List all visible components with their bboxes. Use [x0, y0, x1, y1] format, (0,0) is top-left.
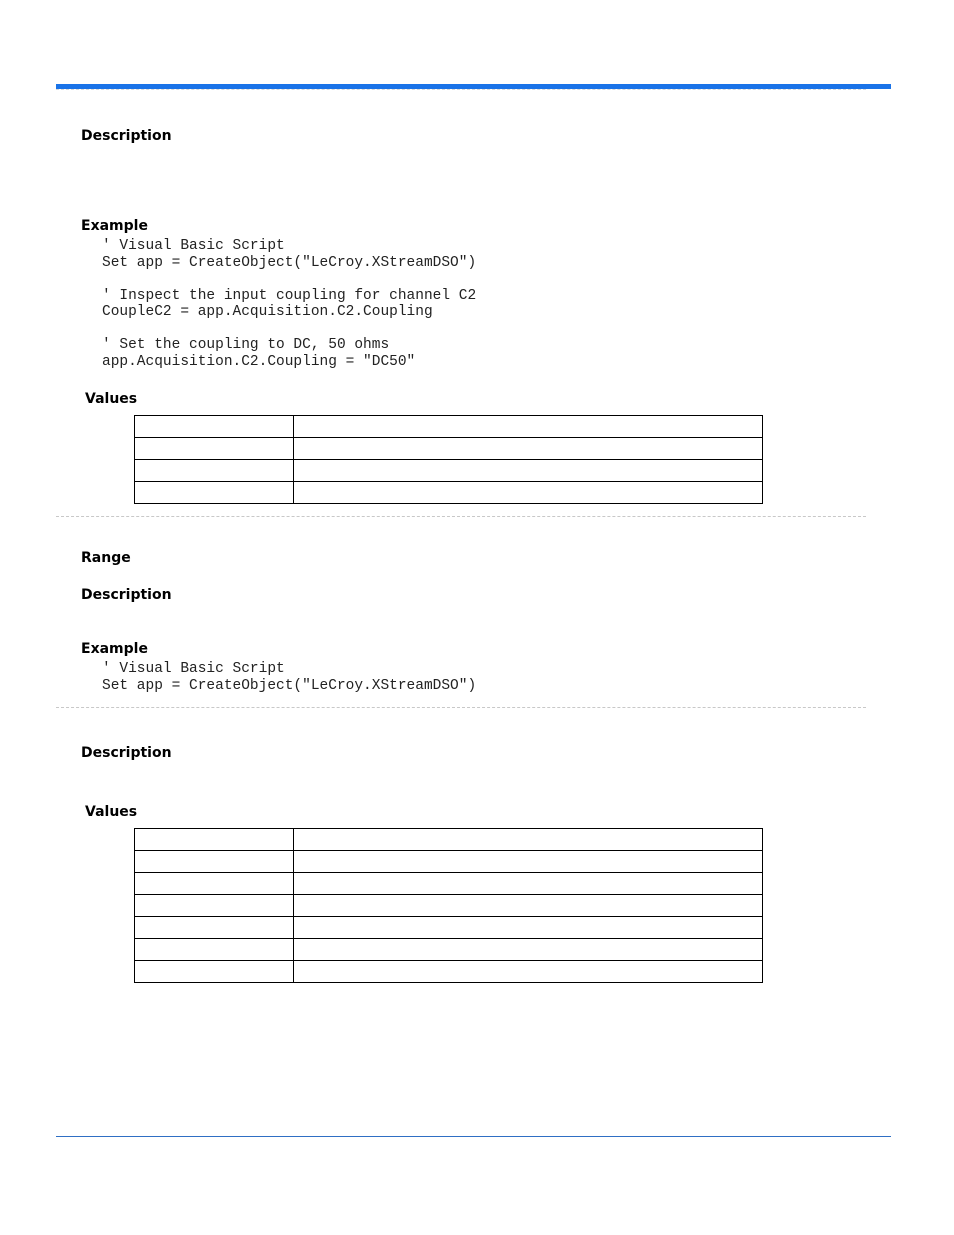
table-cell [135, 873, 294, 895]
table-cell [294, 829, 763, 851]
code-line: ' Set the coupling to DC, 50 ohms [102, 337, 390, 353]
table-cell [294, 873, 763, 895]
table-cell [294, 416, 763, 438]
description-heading: Description [81, 587, 172, 603]
code-line: ' Inspect the input coupling for channel C2 [102, 287, 477, 304]
table-row [135, 482, 763, 504]
table-cell [135, 895, 294, 917]
code-line: ' Visual Basic Script [102, 238, 285, 254]
table-row [135, 917, 763, 939]
table-cell [135, 939, 294, 961]
code-line: Set app = CreateObject("LeCroy.XStreamDSO") [102, 254, 477, 271]
table-cell [135, 482, 294, 504]
example-heading: Example [81, 641, 148, 657]
table-row [135, 851, 763, 873]
range-heading: Range [81, 550, 131, 566]
code-line [102, 321, 476, 338]
code-line: Set app = CreateObject("LeCroy.XStreamDSO") [102, 677, 477, 694]
table-row [135, 939, 763, 961]
table-cell [135, 829, 294, 851]
description-heading: Description [81, 128, 172, 144]
table-cell [294, 895, 763, 917]
values-heading: Values [85, 391, 138, 407]
table-cell [294, 438, 763, 460]
table-cell [135, 438, 294, 460]
values-table [134, 415, 763, 504]
table-cell [294, 961, 763, 983]
table-cell [135, 416, 294, 438]
table-cell [294, 917, 763, 939]
table-row [135, 416, 763, 438]
code-line: CoupleC2 = app.Acquisition.C2.Coupling [102, 304, 433, 320]
table-row [135, 873, 763, 895]
code-block [102, 661, 476, 694]
code-line [102, 271, 476, 288]
description-heading: Description [81, 745, 172, 761]
table-cell [135, 851, 294, 873]
table-row [135, 895, 763, 917]
code-line: ' Visual Basic Script [102, 661, 285, 677]
code-block [102, 238, 476, 370]
table-row [135, 961, 763, 983]
section-separator [56, 707, 866, 708]
section-separator [56, 516, 866, 517]
code-line: app.Acquisition.C2.Coupling = "DC50" [102, 353, 416, 370]
example-heading: Example [81, 218, 148, 234]
header-dashed-rule [56, 89, 866, 90]
table-cell [294, 482, 763, 504]
table-row [135, 829, 763, 851]
table-cell [135, 961, 294, 983]
footer-rule [56, 1136, 891, 1137]
table-cell [294, 851, 763, 873]
table-cell [294, 460, 763, 482]
values-heading: Values [85, 804, 138, 820]
table-row [135, 460, 763, 482]
table-row [135, 438, 763, 460]
table-cell [135, 460, 294, 482]
table-cell [135, 917, 294, 939]
values-table [134, 828, 763, 983]
table-cell [294, 939, 763, 961]
